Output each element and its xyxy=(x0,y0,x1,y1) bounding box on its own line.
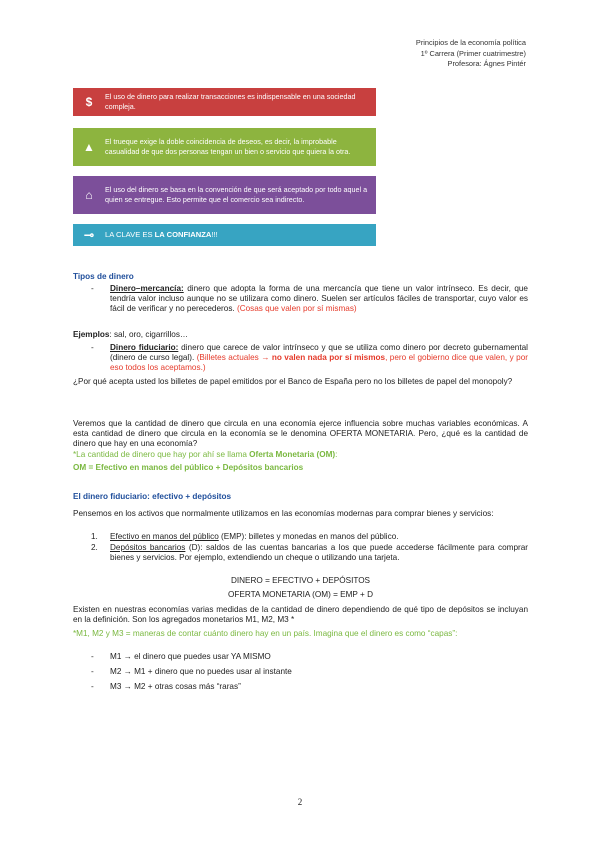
info-box-text: El uso del dinero se basa en la convención de que será aceptado por todo aquel a quien se entregue. Esto permite que el comercio sea indirecto. xyxy=(105,185,368,204)
info-box-convencion xyxy=(73,176,376,214)
paragraph-activos: Pensemos en los activos que normalmente utilizamos en las economías modernas para comprar bienes y servicios: xyxy=(73,509,494,518)
warning-icon: ▲ xyxy=(83,140,95,154)
paragraph-agregados: Existen en nuestras economías varias medidas de la cantidad de dinero dependiendo de qué tipo de depósitos se incluyan en la definición. Son los agregados monetarios M1, M2, M3 * xyxy=(73,605,528,624)
info-box-text: El uso de dinero para realizar transacciones es indispensable en una sociedad compleja. xyxy=(105,92,356,111)
list-dash: - xyxy=(91,682,94,691)
list-dash: - xyxy=(91,652,94,661)
professor: Profesora: Ágnes Pintér xyxy=(447,59,526,68)
bank-icon: ⌂ xyxy=(85,188,93,202)
info-box-trueque xyxy=(73,128,376,166)
list-item-depositos: Depósitos bancarios (D): saldos de las cuentas bancarias a los que puede accederse fácilmente para comprar bienes y servicios. Por ejemplo, extendiendo un cheque o utilizando una tarjeta. xyxy=(110,543,529,562)
info-box-confianza xyxy=(73,224,376,246)
document-header xyxy=(416,38,526,70)
list-number: 2. xyxy=(91,543,98,552)
list-dash: - xyxy=(91,667,94,676)
info-box-uso-dinero xyxy=(73,88,376,116)
equation-oferta: OFERTA MONETARIA (OM) = EMP + D xyxy=(228,590,373,599)
paragraph-oferta: Veremos que la cantidad de dinero que circula en una economía ejerce influencia sobre muchas variables económicas. A esta cantidad de dinero que circula en la economía se le denomina OFERTA MONETARIA. Pero, ¿qué es la cantidad de dinero que hay en una economía? xyxy=(73,419,528,448)
course-title: Principios de la economía política xyxy=(415,38,526,47)
question-monopoly: ¿Por qué acepta usted los billetes de papel emitidos por el Banco de España pero no los billetes de papel del monopoly? xyxy=(73,377,513,386)
note-capas: *M1, M2 y M3 = maneras de contar cuánto dinero hay en un país. Imagina que el dinero es como “capas”: xyxy=(73,629,458,638)
key-icon: ⊸ xyxy=(83,228,95,242)
list-number: 1. xyxy=(91,532,98,541)
section-title-tipos: Tipos de dinero xyxy=(73,272,134,281)
list-item-m1: M1 → el dinero que puedes usar YA MISMO xyxy=(110,652,271,661)
page-number: 2 xyxy=(297,797,303,807)
list-item-efectivo: Efectivo en manos del público (EMP): billetes y monedas en manos del público. xyxy=(110,532,399,541)
equation-dinero: DINERO = EFECTIVO + DEPÓSITOS xyxy=(230,576,371,585)
note-oferta-monetaria: *La cantidad de dinero que hay por ahí se llama Oferta Monetaria (OM): xyxy=(73,450,338,459)
ejemplos: Ejemplos: sal, oro, cigarrillos… xyxy=(73,330,189,339)
course-year: 1º Carrera (Primer cuatrimestre) xyxy=(420,48,526,58)
list-dash: - xyxy=(91,343,94,352)
list-item-dinero-fiduciario: Dinero fiduciario: dinero que carece de valor intrínseco y que se utiliza como dinero por decreto gubernamental (dinero de curso legal). (Billetes actuales → no valen nada por sí mismos, pero el gobierno dice que valen, y por eso todos los aceptamos.) xyxy=(110,343,528,372)
dollar-icon: $ xyxy=(85,95,93,109)
list-dash: - xyxy=(91,284,94,293)
info-box-text: LA CLAVE ES LA CONFIANZA!!! xyxy=(105,230,218,239)
list-item-dinero-mercancia: Dinero–mercancía: dinero que adopta la forma de una mercancía que tiene un valor intrínseco. Es decir, que tendría valor incluso aunque no se utilizara como dinero. Suelen ser artículos fáciles de transportar, cuyo valor es fácil de verificar y no perecederos. (Cosas que valen por sí mismas) xyxy=(110,284,528,313)
list-item-m3: M3 → M2 + otras cosas más “raras” xyxy=(110,682,241,691)
list-item-m2: M2 → M1 + dinero que no puedes usar al instante xyxy=(110,667,292,676)
info-box-text: El trueque exige la doble coincidencia de deseos, es decir, la improbable casualidad de que dos personas tengan un bien o servicio que quiera la otra. xyxy=(105,137,351,156)
section-title-fiduciario: El dinero fiduciario: efectivo + depósitos xyxy=(73,492,232,501)
formula-om: OM = Efectivo en manos del público + Depósitos bancarios xyxy=(73,463,304,472)
